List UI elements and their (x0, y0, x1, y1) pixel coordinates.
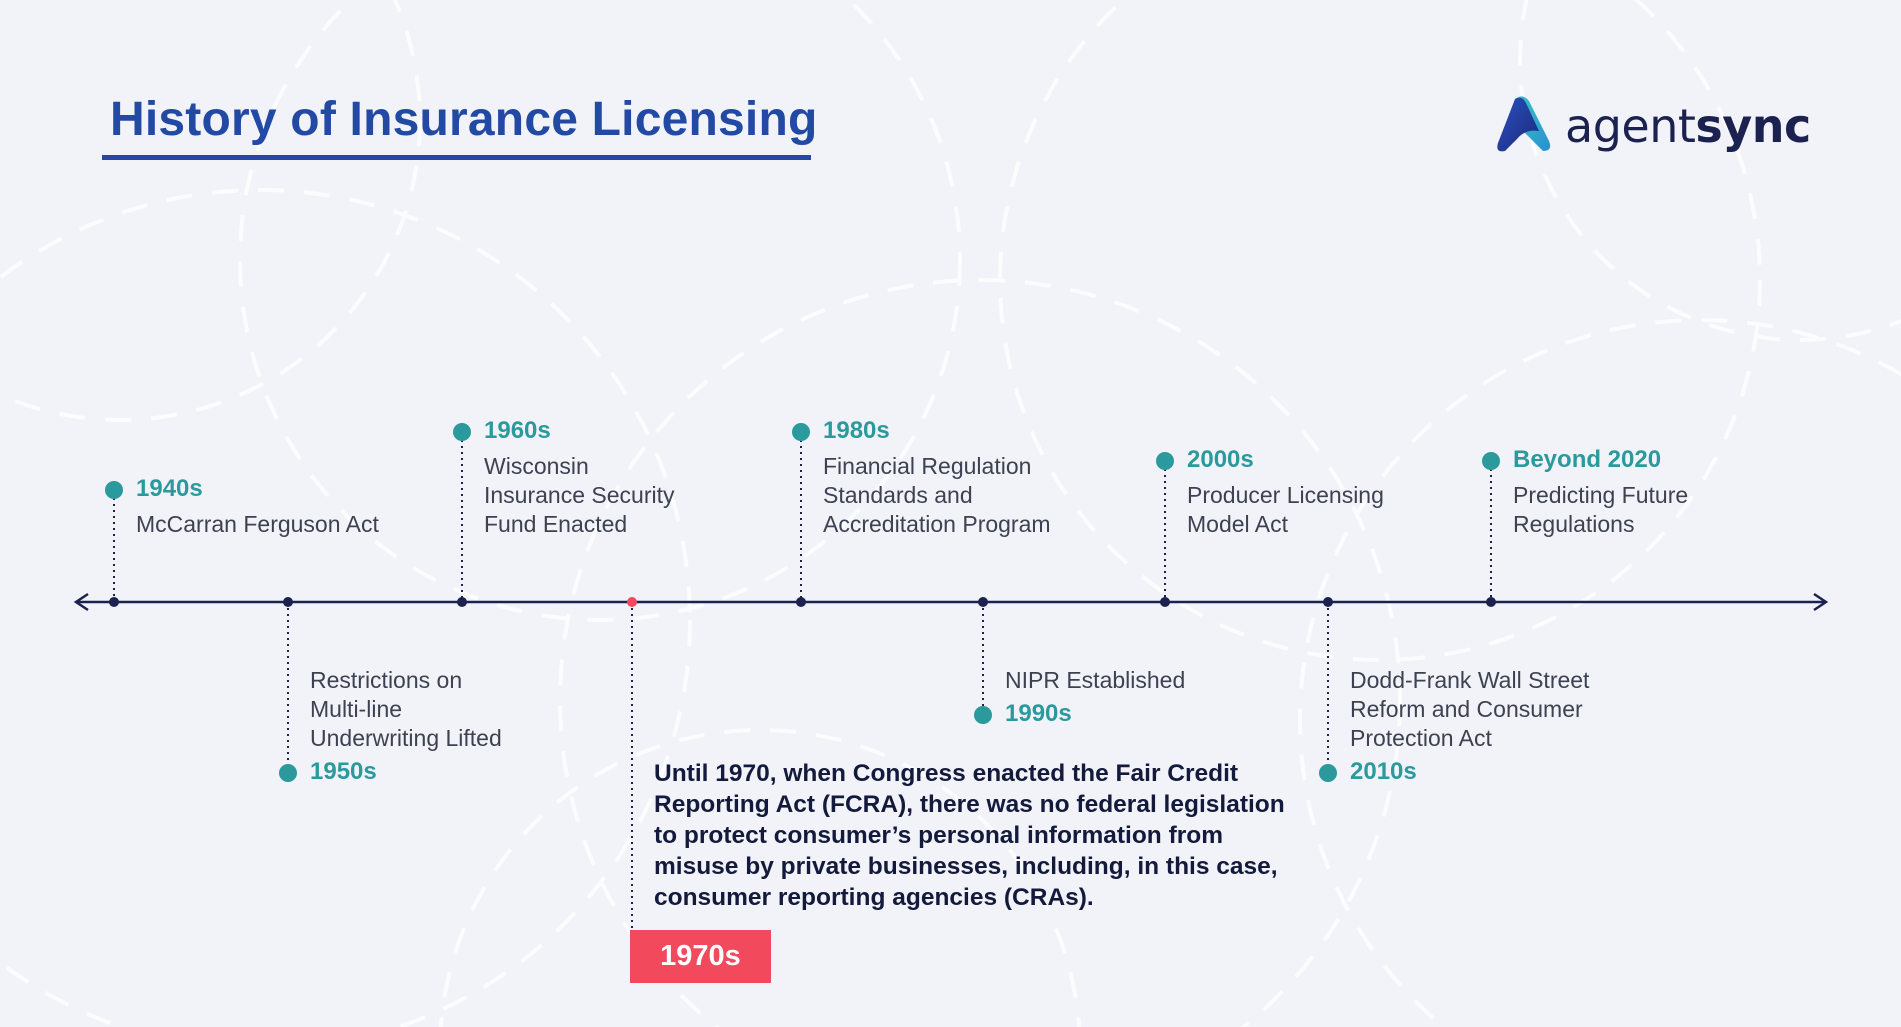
event-description-line: Predicting Future (1513, 482, 1689, 508)
event-description-line: Financial Regulation (823, 453, 1032, 479)
event-era-label: 2000s (1187, 446, 1254, 473)
era-marker-dot (105, 481, 123, 499)
callout-line: misuse by private businesses, including, in this case, (654, 853, 1278, 880)
event-era-label: 1980s (823, 417, 890, 444)
axis-node-dot (1486, 597, 1496, 607)
event-description-line: Model Act (1187, 511, 1288, 537)
era-marker-dot (1156, 452, 1174, 470)
era-marker-dot (1482, 452, 1500, 470)
event-description (1513, 481, 1688, 539)
event-description-line: Multi-line (310, 696, 403, 722)
event-description-line: Restrictions on (310, 667, 463, 693)
axis-node-dot (109, 597, 119, 607)
event-era-label: 1940s (136, 475, 203, 502)
era-marker-dot (279, 764, 297, 782)
brand-name-light: agent (1565, 99, 1696, 153)
event-description (823, 452, 1051, 539)
event-description (310, 666, 502, 753)
event-description-line: Dodd-Frank Wall Street (1350, 667, 1590, 693)
event-era-label: 1960s (484, 417, 551, 444)
callout-line: consumer reporting agencies (CRAs). (654, 884, 1094, 911)
callout-line: to protect consumer’s personal information from (654, 822, 1224, 849)
event-description-line: Standards and (823, 482, 973, 508)
era-marker-dot (453, 423, 471, 441)
callout-line: Until 1970, when Congress enacted the Fair Credit (654, 760, 1239, 787)
era-marker-dot (974, 706, 992, 724)
event-description-line: NIPR Established (1005, 667, 1186, 693)
event-era-label: 2010s (1350, 758, 1417, 785)
event-description-line: Wisconsin (484, 453, 589, 479)
axis-node-dot (1323, 597, 1333, 607)
event-description-line: McCarran Ferguson Act (136, 511, 379, 537)
event-description (136, 510, 379, 539)
axis-node-dot (1160, 597, 1170, 607)
axis-node-dot (283, 597, 293, 607)
event-description (1187, 481, 1384, 539)
brand-name-bold: sync (1695, 99, 1811, 153)
event-description-line: Underwriting Lifted (310, 725, 502, 751)
event-description-line: Reform and Consumer (1350, 696, 1583, 722)
event-description-line: Insurance Security (484, 482, 675, 508)
event-description (484, 452, 674, 539)
highlight-callout-text (654, 758, 1314, 913)
event-era-label: 1990s (1005, 700, 1072, 727)
event-description-line: Fund Enacted (484, 511, 628, 537)
era-marker-dot (792, 423, 810, 441)
event-era-label: Beyond 2020 (1513, 446, 1662, 473)
axis-node-dot (978, 597, 988, 607)
highlight-era-tag: 1970s (630, 930, 771, 983)
event-era-label: 1950s (310, 758, 377, 785)
callout-line: Reporting Act (FCRA), there was no federal legislation (654, 791, 1285, 818)
page-title: History of Insurance Licensing (110, 93, 818, 146)
event-description-line: Producer Licensing (1187, 482, 1384, 508)
event-description-line: Regulations (1513, 511, 1635, 537)
axis-node-dot (796, 597, 806, 607)
event-description (1005, 666, 1185, 695)
highlight-axis-dot (627, 597, 637, 607)
axis-node-dot (457, 597, 467, 607)
event-description (1350, 666, 1589, 753)
event-description-line: Protection Act (1350, 725, 1492, 751)
event-description-line: Accreditation Program (823, 511, 1051, 537)
era-marker-dot (1319, 764, 1337, 782)
